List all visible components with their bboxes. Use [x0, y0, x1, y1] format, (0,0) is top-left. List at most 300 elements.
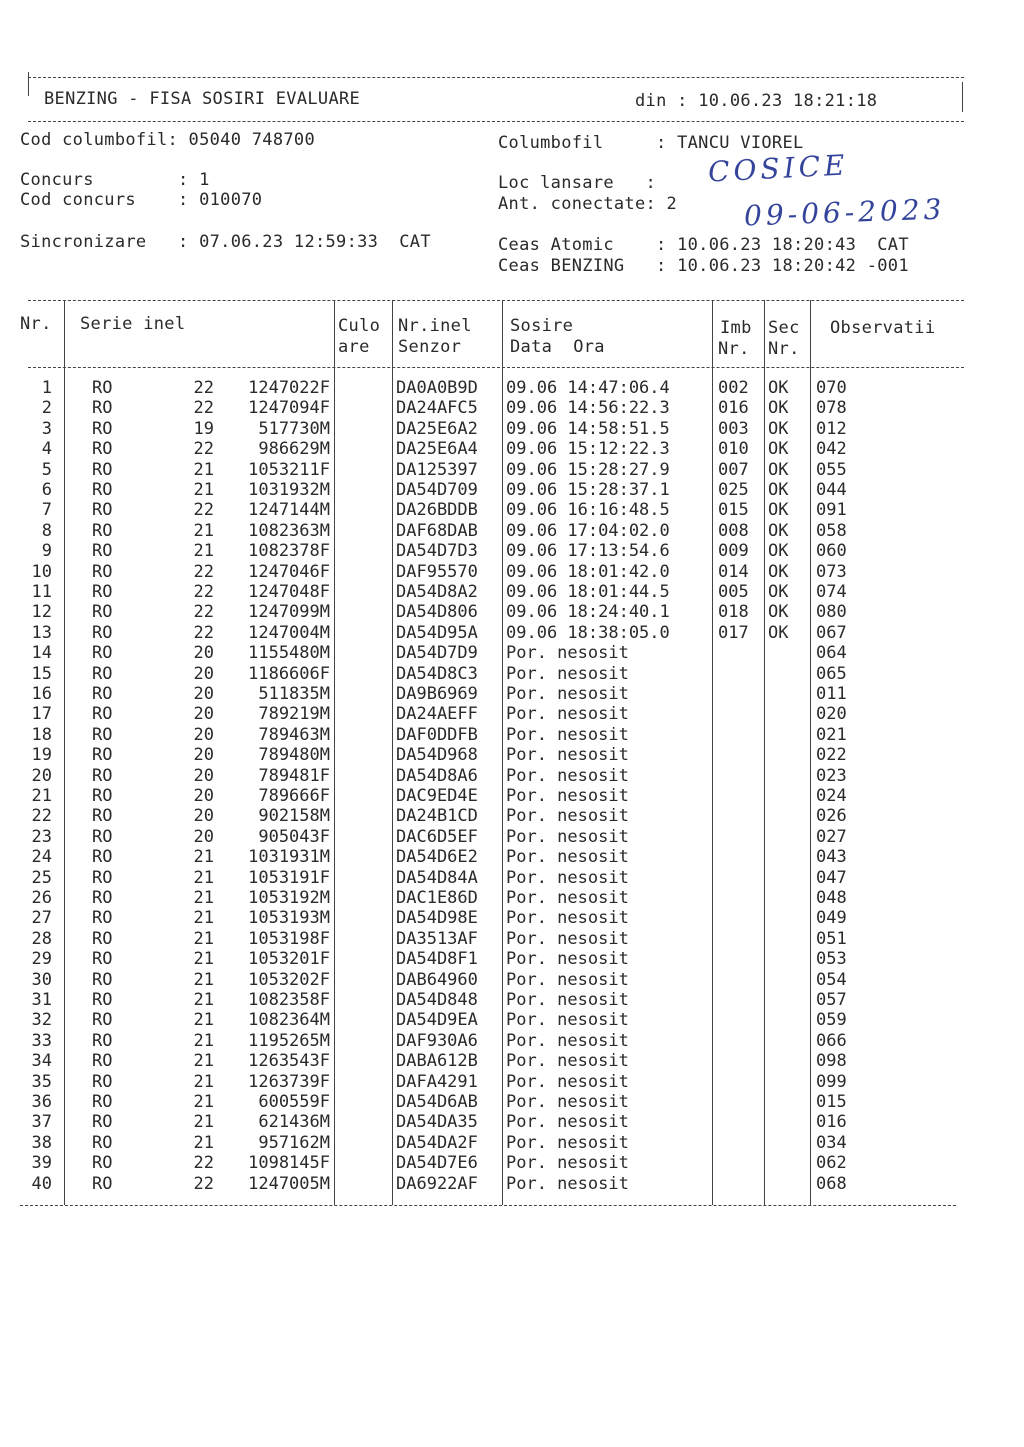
cell-sec: OK — [768, 378, 789, 398]
cell-an: 21 — [193, 1092, 214, 1112]
cell-inel: 986629M — [258, 439, 330, 460]
cell-an: 21 — [193, 1112, 214, 1133]
cell-nr: 18 — [31, 724, 52, 745]
cell-obs: 015 — [816, 1092, 847, 1112]
cell-an: 21 — [193, 969, 214, 990]
cell-nr: 25 — [31, 867, 52, 888]
col-header-nr-inel-1: Nr.inel — [398, 316, 472, 336]
cell-inel: 789481F — [258, 765, 330, 786]
cell-imb: 005 — [718, 582, 749, 602]
cell-senzor: DA54D95A — [396, 622, 478, 643]
cell-sosire: Por. nesosit — [506, 1010, 629, 1031]
col-header-sosire-2: Data Ora — [510, 337, 605, 357]
cell-obs: 026 — [816, 806, 847, 827]
table-row — [0, 460, 1024, 480]
table-row — [0, 1092, 1024, 1112]
cell-inel: 1082364M — [248, 1010, 330, 1031]
cell-senzor: DA54D98E — [396, 908, 478, 929]
cell-inel: 600559F — [258, 1092, 330, 1112]
cell-senzor: DA3513AF — [396, 928, 478, 949]
cell-sosire: 09.06 15:12:22.3 — [506, 439, 670, 460]
cell-tara: RO — [92, 990, 113, 1010]
table-row — [0, 806, 1024, 826]
cell-nr: 31 — [31, 990, 52, 1010]
cell-nr: 16 — [31, 684, 52, 704]
cell-senzor: DA54D9EA — [396, 1010, 478, 1031]
cell-obs: 078 — [816, 398, 847, 419]
col-header-serie-inel: Serie inel — [80, 314, 186, 334]
cell-senzor: DA25E6A4 — [396, 439, 478, 460]
table-row — [0, 868, 1024, 888]
cell-imb: 018 — [718, 602, 749, 623]
cell-imb: 015 — [718, 500, 749, 521]
cell-tara: RO — [92, 1071, 113, 1092]
cell-sosire: Por. nesosit — [506, 1112, 629, 1133]
cell-sosire: Por. nesosit — [506, 786, 629, 806]
cell-inel: 1053192M — [248, 888, 330, 908]
cell-sosire: Por. nesosit — [506, 724, 629, 745]
cell-senzor: DA24B1CD — [396, 806, 478, 827]
cell-inel: 1053202F — [248, 969, 330, 990]
cell-senzor: DA0A0B9D — [396, 378, 478, 398]
cell-senzor: DAFA4291 — [396, 1071, 478, 1092]
cell-obs: 055 — [816, 459, 847, 480]
table-row — [0, 378, 1024, 398]
col-header-sec-1: Sec — [768, 318, 800, 338]
header-top-border — [28, 77, 964, 78]
report-datetime: din : 10.06.23 18:21:18 — [635, 91, 878, 111]
cell-an: 21 — [193, 928, 214, 949]
cell-inel: 789463M — [258, 724, 330, 745]
cell-sosire: 09.06 18:38:05.0 — [506, 622, 670, 643]
cell-tara: RO — [92, 969, 113, 990]
table-row — [0, 521, 1024, 541]
cell-nr: 4 — [41, 439, 52, 460]
table-row — [0, 949, 1024, 969]
cell-senzor: DAF95570 — [396, 561, 478, 582]
date-handwritten: 09-06-2023 — [743, 192, 946, 233]
table-row — [0, 1031, 1024, 1051]
table-row — [0, 745, 1024, 765]
header-left-border — [28, 72, 29, 96]
table-row — [0, 1010, 1024, 1030]
table-row — [0, 847, 1024, 867]
table-row — [0, 1153, 1024, 1173]
cell-imb: 008 — [718, 520, 749, 541]
cell-inel: 1082363M — [248, 520, 330, 541]
cell-an: 20 — [193, 745, 214, 766]
cell-sosire: Por. nesosit — [506, 1051, 629, 1072]
cell-sosire: Por. nesosit — [506, 969, 629, 990]
cell-senzor: DA54D709 — [396, 480, 478, 500]
cell-inel: 517730M — [258, 418, 330, 439]
header-bottom-border — [28, 121, 964, 122]
table-row — [0, 786, 1024, 806]
cell-inel: 1247022F — [248, 378, 330, 398]
cell-senzor: DA9B6969 — [396, 684, 478, 704]
cell-senzor: DABA612B — [396, 1051, 478, 1072]
table-row — [0, 684, 1024, 704]
cell-an: 21 — [193, 990, 214, 1010]
cell-tara: RO — [92, 888, 113, 908]
cell-an: 20 — [193, 684, 214, 704]
cell-senzor: DA54D7D9 — [396, 643, 478, 664]
cell-obs: 074 — [816, 582, 847, 602]
cell-sosire: Por. nesosit — [506, 1071, 629, 1092]
cell-an: 22 — [193, 602, 214, 623]
cell-sosire: 09.06 17:04:02.0 — [506, 520, 670, 541]
cell-nr: 36 — [31, 1092, 52, 1112]
cell-nr: 9 — [41, 541, 52, 562]
cell-sosire: 09.06 15:28:37.1 — [506, 480, 670, 500]
cell-senzor: DA24AEFF — [396, 704, 478, 725]
cell-inel: 1195265M — [248, 1030, 330, 1051]
cell-sosire: Por. nesosit — [506, 1173, 629, 1194]
cell-tara: RO — [92, 663, 113, 684]
cell-tara: RO — [92, 1010, 113, 1031]
cell-tara: RO — [92, 622, 113, 643]
columbofil-name: Columbofil : TANCU VIOREL — [498, 133, 804, 153]
cell-tara: RO — [92, 480, 113, 500]
cell-tara: RO — [92, 867, 113, 888]
cell-an: 22 — [193, 500, 214, 521]
cell-an: 21 — [193, 480, 214, 500]
cell-inel: 1053191F — [248, 867, 330, 888]
cell-tara: RO — [92, 724, 113, 745]
cell-nr: 28 — [31, 928, 52, 949]
cell-an: 21 — [193, 1071, 214, 1092]
cell-sec: OK — [768, 582, 789, 602]
cell-an: 21 — [193, 908, 214, 929]
col-header-sosire-1: Sosire — [510, 316, 574, 336]
cell-senzor: DAC1E86D — [396, 888, 478, 908]
cod-concurs: Cod concurs : 010070 — [20, 190, 263, 210]
table-row — [0, 439, 1024, 459]
cell-tara: RO — [92, 826, 113, 847]
cell-inel: 1155480M — [248, 643, 330, 664]
cell-nr: 7 — [41, 500, 52, 521]
cell-nr: 1 — [41, 378, 52, 398]
cell-obs: 047 — [816, 867, 847, 888]
cell-obs: 011 — [816, 684, 847, 704]
cell-obs: 068 — [816, 1173, 847, 1194]
cell-senzor: DA125397 — [396, 459, 478, 480]
cell-inel: 1082378F — [248, 541, 330, 562]
table-row — [0, 582, 1024, 602]
cell-obs: 062 — [816, 1153, 847, 1174]
table-row — [0, 929, 1024, 949]
cell-an: 22 — [193, 561, 214, 582]
cell-tara: RO — [92, 1132, 113, 1153]
cell-nr: 33 — [31, 1030, 52, 1051]
cell-nr: 39 — [31, 1153, 52, 1174]
concurs: Concurs : 1 — [20, 170, 210, 190]
cell-sosire: Por. nesosit — [506, 867, 629, 888]
cell-sosire: Por. nesosit — [506, 684, 629, 704]
cell-inel: 1186606F — [248, 663, 330, 684]
cell-an: 22 — [193, 1173, 214, 1194]
col-header-nr-inel-2: Senzor — [398, 337, 462, 357]
cell-obs: 058 — [816, 520, 847, 541]
cell-tara: RO — [92, 1112, 113, 1133]
cell-an: 21 — [193, 520, 214, 541]
cell-sec: OK — [768, 439, 789, 460]
cell-senzor: DAB64960 — [396, 969, 478, 990]
cell-obs: 020 — [816, 704, 847, 725]
table-header-divider — [28, 367, 964, 368]
ant-conectate: Ant. conectate: 2 — [498, 194, 678, 214]
cell-tara: RO — [92, 378, 113, 398]
cell-senzor: DAF0DDFB — [396, 724, 478, 745]
table-row — [0, 888, 1024, 908]
cell-inel: 902158M — [258, 806, 330, 827]
table-bottom-border — [20, 1205, 956, 1206]
cell-nr: 8 — [41, 520, 52, 541]
cell-an: 21 — [193, 459, 214, 480]
cell-senzor: DA54D8A6 — [396, 765, 478, 786]
cell-tara: RO — [92, 1030, 113, 1051]
cell-an: 21 — [193, 888, 214, 908]
cell-nr: 17 — [31, 704, 52, 725]
cell-nr: 38 — [31, 1132, 52, 1153]
table-row — [0, 908, 1024, 928]
cell-inel: 621436M — [258, 1112, 330, 1133]
cell-senzor: DAF930A6 — [396, 1030, 478, 1051]
cell-imb: 003 — [718, 418, 749, 439]
cell-inel: 1247144M — [248, 500, 330, 521]
cell-sosire: Por. nesosit — [506, 745, 629, 766]
cell-sec: OK — [768, 602, 789, 623]
cell-senzor: DA24AFC5 — [396, 398, 478, 419]
table-row — [0, 664, 1024, 684]
cell-an: 22 — [193, 378, 214, 398]
cell-inel: 1247046F — [248, 561, 330, 582]
cell-an: 22 — [193, 1153, 214, 1174]
cell-nr: 2 — [41, 398, 52, 419]
cell-tara: RO — [92, 520, 113, 541]
cell-nr: 29 — [31, 949, 52, 970]
cell-an: 22 — [193, 582, 214, 602]
cell-tara: RO — [92, 602, 113, 623]
cell-nr: 19 — [31, 745, 52, 766]
cell-an: 20 — [193, 765, 214, 786]
cell-tara: RO — [92, 500, 113, 521]
cell-sec: OK — [768, 418, 789, 439]
table-row — [0, 704, 1024, 724]
table-row — [0, 827, 1024, 847]
cell-inel: 905043F — [258, 826, 330, 847]
cell-obs: 012 — [816, 418, 847, 439]
cell-sosire: 09.06 18:01:42.0 — [506, 561, 670, 582]
table-row — [0, 500, 1024, 520]
cell-inel: 511835M — [258, 684, 330, 704]
cell-an: 21 — [193, 1030, 214, 1051]
cell-senzor: DA6922AF — [396, 1173, 478, 1194]
cell-imb: 010 — [718, 439, 749, 460]
cell-senzor: DA54DA2F — [396, 1132, 478, 1153]
cell-obs: 057 — [816, 990, 847, 1010]
cell-sosire: Por. nesosit — [506, 765, 629, 786]
cell-obs: 067 — [816, 622, 847, 643]
cell-obs: 027 — [816, 826, 847, 847]
cell-obs: 099 — [816, 1071, 847, 1092]
cell-sosire: Por. nesosit — [506, 643, 629, 664]
cell-obs: 048 — [816, 888, 847, 908]
col-header-nr: Nr. — [20, 314, 52, 334]
cell-inel: 789219M — [258, 704, 330, 725]
cell-sosire: Por. nesosit — [506, 1092, 629, 1112]
cell-imb: 017 — [718, 622, 749, 643]
cell-sosire: 09.06 14:56:22.3 — [506, 398, 670, 419]
cell-an: 21 — [193, 847, 214, 868]
cell-tara: RO — [92, 459, 113, 480]
cell-an: 19 — [193, 418, 214, 439]
cell-obs: 049 — [816, 908, 847, 929]
cell-sosire: Por. nesosit — [506, 1030, 629, 1051]
cell-tara: RO — [92, 765, 113, 786]
cell-obs: 016 — [816, 1112, 847, 1133]
cell-an: 20 — [193, 724, 214, 745]
cell-obs: 022 — [816, 745, 847, 766]
cell-inel: 1053201F — [248, 949, 330, 970]
cell-tara: RO — [92, 541, 113, 562]
cell-an: 21 — [193, 1010, 214, 1031]
table-row — [0, 541, 1024, 561]
cell-tara: RO — [92, 704, 113, 725]
cell-tara: RO — [92, 1153, 113, 1174]
cell-inel: 1053193M — [248, 908, 330, 929]
col-header-observatii: Observatii — [830, 318, 936, 338]
cell-inel: 1098145F — [248, 1153, 330, 1174]
cell-nr: 34 — [31, 1051, 52, 1072]
cell-tara: RO — [92, 643, 113, 664]
cell-obs: 054 — [816, 969, 847, 990]
loc-lansare-label: Loc lansare : — [498, 173, 657, 193]
cell-an: 20 — [193, 826, 214, 847]
cell-nr: 24 — [31, 847, 52, 868]
cell-an: 20 — [193, 786, 214, 806]
cell-tara: RO — [92, 398, 113, 419]
table-row — [0, 1051, 1024, 1071]
cell-tara: RO — [92, 582, 113, 602]
cell-sosire: Por. nesosit — [506, 908, 629, 929]
cell-nr: 32 — [31, 1010, 52, 1031]
cell-an: 20 — [193, 704, 214, 725]
table-row — [0, 1133, 1024, 1153]
cell-tara: RO — [92, 908, 113, 929]
cell-inel: 789666F — [258, 786, 330, 806]
cell-sosire: 09.06 16:16:48.5 — [506, 500, 670, 521]
cell-nr: 12 — [31, 602, 52, 623]
cell-sosire: Por. nesosit — [506, 806, 629, 827]
cell-sec: OK — [768, 398, 789, 419]
cell-an: 21 — [193, 949, 214, 970]
cell-an: 20 — [193, 663, 214, 684]
cell-obs: 021 — [816, 724, 847, 745]
cell-an: 20 — [193, 806, 214, 827]
cell-nr: 27 — [31, 908, 52, 929]
cell-inel: 1247099M — [248, 602, 330, 623]
table-row — [0, 562, 1024, 582]
cell-sec: OK — [768, 520, 789, 541]
cell-senzor: DA54D806 — [396, 602, 478, 623]
cell-inel: 1031931M — [248, 847, 330, 868]
cell-sosire: 09.06 14:47:06.4 — [506, 378, 670, 398]
header-right-border — [962, 82, 963, 112]
cell-tara: RO — [92, 745, 113, 766]
cell-sosire: Por. nesosit — [506, 949, 629, 970]
table-row — [0, 766, 1024, 786]
col-header-culoare-2: are — [338, 337, 370, 357]
cell-inel: 1082358F — [248, 990, 330, 1010]
cell-imb: 002 — [718, 378, 749, 398]
cell-obs: 098 — [816, 1051, 847, 1072]
cell-sosire: Por. nesosit — [506, 990, 629, 1010]
cell-obs: 023 — [816, 765, 847, 786]
table-row — [0, 602, 1024, 622]
cell-sosire: Por. nesosit — [506, 704, 629, 725]
cell-senzor: DA54D8F1 — [396, 949, 478, 970]
cell-inel: 1263739F — [248, 1071, 330, 1092]
cell-tara: RO — [92, 847, 113, 868]
cell-nr: 30 — [31, 969, 52, 990]
cell-nr: 14 — [31, 643, 52, 664]
cell-nr: 26 — [31, 888, 52, 908]
cell-an: 22 — [193, 622, 214, 643]
cell-nr: 23 — [31, 826, 52, 847]
cell-an: 20 — [193, 643, 214, 664]
cell-obs: 059 — [816, 1010, 847, 1031]
cell-inel: 1053198F — [248, 928, 330, 949]
cell-nr: 11 — [31, 582, 52, 602]
cell-inel: 1031932M — [248, 480, 330, 500]
cell-nr: 22 — [31, 806, 52, 827]
table-row — [0, 1072, 1024, 1092]
cell-senzor: DA54D7E6 — [396, 1153, 478, 1174]
cell-obs: 042 — [816, 439, 847, 460]
report-title: BENZING - FISA SOSIRI EVALUARE — [44, 89, 361, 109]
cell-senzor: DA54D968 — [396, 745, 478, 766]
cell-obs: 066 — [816, 1030, 847, 1051]
cell-inel: 1247048F — [248, 582, 330, 602]
table-top-border — [28, 300, 964, 301]
cell-nr: 13 — [31, 622, 52, 643]
cell-senzor: DAC6D5EF — [396, 826, 478, 847]
cell-sec: OK — [768, 480, 789, 500]
cell-senzor: DA54D7D3 — [396, 541, 478, 562]
cell-obs: 064 — [816, 643, 847, 664]
cell-tara: RO — [92, 928, 113, 949]
cell-obs: 065 — [816, 663, 847, 684]
loc-lansare-handwritten: COSICE — [707, 148, 850, 189]
cell-obs: 070 — [816, 378, 847, 398]
cell-an: 22 — [193, 398, 214, 419]
sincronizare: Sincronizare : 07.06.23 12:59:33 CAT — [20, 232, 431, 252]
cod-columbofil: Cod columbofil: 05040 748700 — [20, 130, 315, 150]
table-row — [0, 1174, 1024, 1194]
cell-an: 22 — [193, 439, 214, 460]
table-row — [0, 970, 1024, 990]
cell-sosire: 09.06 18:01:44.5 — [506, 582, 670, 602]
cell-tara: RO — [92, 949, 113, 970]
cell-senzor: DAF68DAB — [396, 520, 478, 541]
table-row — [0, 1112, 1024, 1132]
cell-sosire: Por. nesosit — [506, 1153, 629, 1174]
cell-nr: 21 — [31, 786, 52, 806]
cell-inel: 789480M — [258, 745, 330, 766]
table-row — [0, 419, 1024, 439]
cell-inel: 1247005M — [248, 1173, 330, 1194]
